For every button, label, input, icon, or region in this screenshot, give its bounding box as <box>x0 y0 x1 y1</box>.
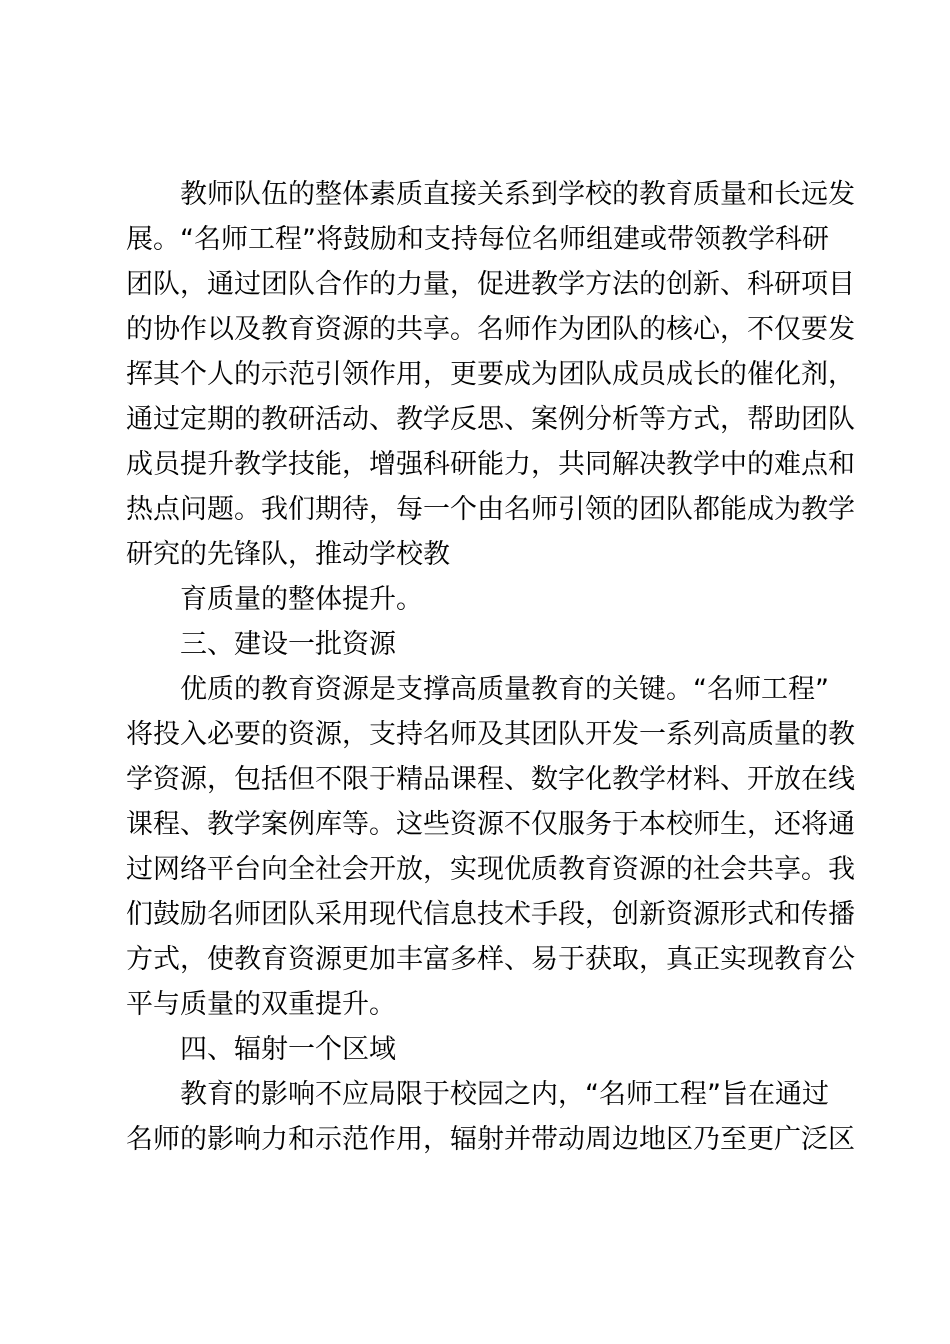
text-line: 成员提升教学技能，增强科研能力，共同解决教学中的难点和 <box>126 449 855 480</box>
text-line: 团队，通过团队合作的力量，促进教学方法的创新、科研项目 <box>126 269 855 300</box>
text-line: 平与质量的双重提升。 <box>126 989 396 1020</box>
text-line: 学资源，包括但不限于精品课程、数字化教学材料、开放在线 <box>126 764 855 795</box>
text-line: 教师队伍的整体素质直接关系到学校的教育质量和长远发 <box>180 179 855 210</box>
text-line: 通过定期的教研活动、教学反思、案例分析等方式，帮助团队 <box>126 404 855 435</box>
text-line: 的协作以及教育资源的共享。名师作为团队的核心，不仅要发 <box>126 314 855 345</box>
text-line: 展。“名师工程”将鼓励和支持每位名师组建或带领教学科研 <box>126 224 829 255</box>
text-line: 们鼓励名师团队采用现代信息技术手段，创新资源形式和传播 <box>126 899 855 930</box>
text-line: 优质的教育资源是支撑高质量教育的关键。“名师工程” <box>180 674 829 705</box>
text-line: 课程、教学案例库等。这些资源不仅服务于本校师生，还将通 <box>126 809 855 840</box>
text-line: 将投入必要的资源，支持名师及其团队开发一系列高质量的教 <box>126 719 855 750</box>
text-line: 研究的先锋队，推动学校教 <box>126 539 450 570</box>
text-line: 名师的影响力和示范作用，辐射并带动周边地区乃至更广泛区 <box>126 1124 855 1155</box>
text-line: 挥其个人的示范引领作用，更要成为团队成员成长的催化剂， <box>126 359 855 390</box>
section-heading: 四、辐射一个区域 <box>180 1034 396 1065</box>
section-heading: 三、建设一批资源 <box>180 629 396 660</box>
text-line: 方式，使教育资源更加丰富多样、易于获取，真正实现教育公 <box>126 944 855 975</box>
text-line: 育质量的整体提升。 <box>180 584 423 615</box>
text-line: 热点问题。我们期待，每一个由名师引领的团队都能成为教学 <box>126 494 855 525</box>
text-line: 教育的影响不应局限于校园之内，“名师工程”旨在通过 <box>180 1079 829 1110</box>
text-line: 过网络平台向全社会开放，实现优质教育资源的社会共享。我 <box>126 854 855 885</box>
